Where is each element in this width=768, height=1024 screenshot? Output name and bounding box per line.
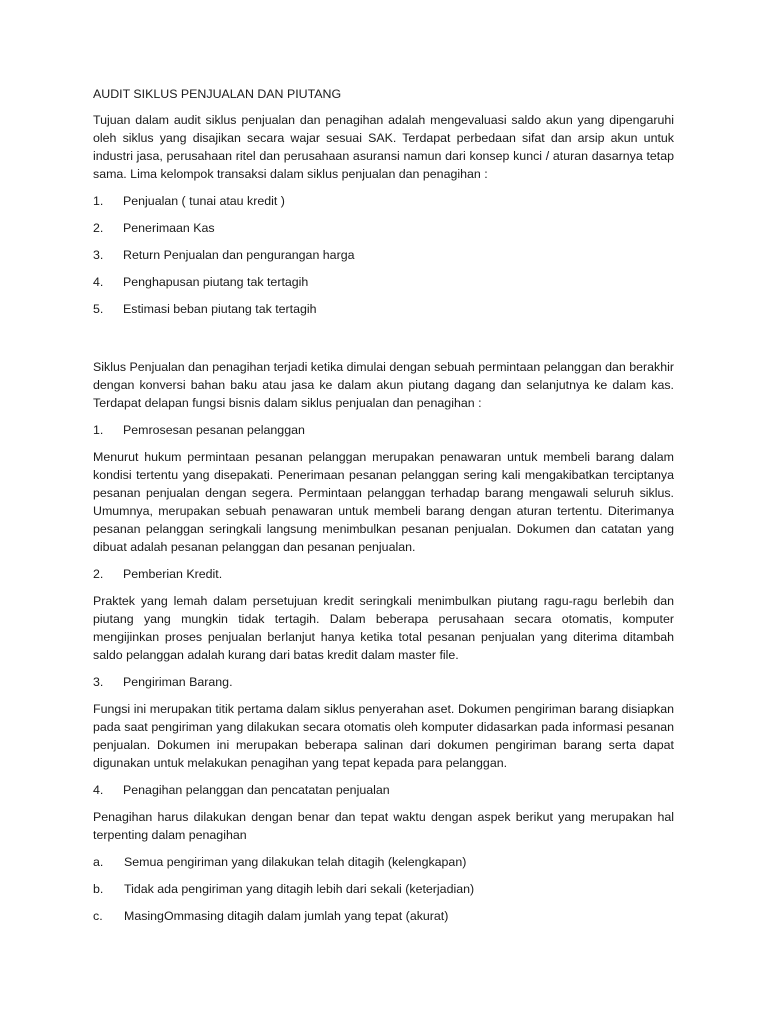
list-item-text: Estimasi beban piutang tak tertagih: [123, 302, 317, 316]
list-item-text: Penerimaan Kas: [123, 221, 215, 235]
heading-marker: 4.: [93, 783, 104, 797]
list-item: [93, 219, 674, 237]
list-item-text: Return Penjualan dan pengurangan harga: [123, 248, 355, 262]
heading-text: Penagihan pelanggan dan pencatatan penjualan: [123, 783, 390, 797]
heading-marker: 1.: [93, 423, 104, 437]
list-item-text: Penghapusan piutang tak tertagih: [123, 275, 309, 289]
list-marker: b.: [93, 882, 104, 896]
function-body-4: Penagihan harus dilakukan dengan benar dan tepat waktu dengan aspek berikut yang merupakan hal terpenting dalam penagihan: [93, 810, 674, 842]
list-marker: 4.: [93, 275, 104, 289]
list-item-text: Tidak ada pengiriman yang ditagih lebih dari sekali (keterjadian): [124, 882, 475, 896]
heading-text: Pemrosesan pesanan pelanggan: [123, 423, 305, 437]
list-marker: 3.: [93, 248, 104, 262]
function-heading-3: [93, 673, 674, 691]
heading-text: Pemberian Kredit.: [123, 567, 223, 581]
list-item-text: Semua pengiriman yang dilakukan telah ditagih (kelengkapan): [124, 855, 467, 869]
document-page: [93, 85, 674, 934]
list-item: [93, 880, 674, 898]
function-body-3: Fungsi ini merupakan titik pertama dalam siklus penyerahan aset. Dokumen pengiriman barang disiapkan pada saat pengiriman yang dilakukan secara otomatis oleh komputer didasarkan pada informasi pesanan penjualan. Dokumen ini merupakan beberapa salinan dari dokumen pengiriman barang serta dapat digunakan untuk melakukan penagihan yang tepat kepada para pelanggan.: [93, 702, 674, 770]
list-item: [93, 273, 674, 291]
list-marker: a.: [93, 855, 104, 869]
function-heading-4: [93, 781, 674, 799]
blank-line: [93, 327, 674, 358]
list-item: [93, 192, 674, 210]
list-marker: 5.: [93, 302, 104, 316]
list-item: [93, 246, 674, 264]
heading-marker: 2.: [93, 567, 104, 581]
billing-aspect-list: [93, 853, 674, 925]
list-marker: 2.: [93, 221, 104, 235]
document-title: AUDIT SIKLUS PENJUALAN DAN PIUTANG: [93, 87, 342, 101]
function-heading-1: [93, 421, 674, 439]
list-item: [93, 853, 674, 871]
list-marker: 1.: [93, 194, 104, 208]
list-item: [93, 907, 674, 925]
list-marker: c.: [93, 909, 103, 923]
list-item: [93, 300, 674, 318]
function-body-2: Praktek yang lemah dalam persetujuan kredit seringkali menimbulkan piutang ragu-ragu berlebih dan piutang yang mungkin tidak tertagih. Dalam beberapa perusahaan secara otomatis, komputer mengijinkan proses penjualan berlanjut hanya ketika total pesanan penjualan yang diterima ditambah saldo pelanggan adalah kurang dari batas kredit dalam master file.: [93, 594, 674, 662]
function-heading-2: [93, 565, 674, 583]
function-body-1: Menurut hukum permintaan pesanan pelanggan merupakan penawaran untuk membeli barang dalam kondisi tertentu yang disepakati. Penerimaan pesanan pelanggan sering kali mengakibatkan terciptanya pesanan penjualan dengan segera. Permintaan pelanggan terhadap barang mengawali seluruh siklus. Umumnya, merupakan sebuah penawaran untuk membeli barang dengan aturan tertentu. Diterimanya pesanan pelanggan seringkali langsung menimbulkan pesanan penjualan. Dokumen dan catatan yang dibuat adalah pesanan pelanggan dan pesanan penjualan.: [93, 450, 674, 554]
transaction-group-list: [93, 192, 674, 318]
cycle-intro-paragraph: Siklus Penjualan dan penagihan terjadi ketika dimulai dengan sebuah permintaan pelanggan dan berakhir dengan konversi bahan baku atau jasa ke dalam akun piutang dagang dan selanjutnya ke dalam kas. Terdapat delapan fungsi bisnis dalam siklus penjualan dan penagihan :: [93, 360, 674, 410]
list-item-text: Penjualan ( tunai atau kredit ): [123, 194, 285, 208]
heading-marker: 3.: [93, 675, 104, 689]
list-item-text: MasingOmmasing ditagih dalam jumlah yang tepat (akurat): [124, 909, 449, 923]
heading-text: Pengiriman Barang.: [123, 675, 233, 689]
intro-paragraph: Tujuan dalam audit siklus penjualan dan penagihan adalah mengevaluasi saldo akun yang dipengaruhi oleh siklus yang disajikan secara wajar sesuai SAK. Terdapat perbedaan sifat dan arsip akun untuk industri jasa, perusahaan ritel dan perusahaan asuransi namun dari konsep kunci / aturan dasarnya tetap sama. Lima kelompok transaksi dalam siklus penjualan dan penagihan :: [93, 113, 674, 181]
